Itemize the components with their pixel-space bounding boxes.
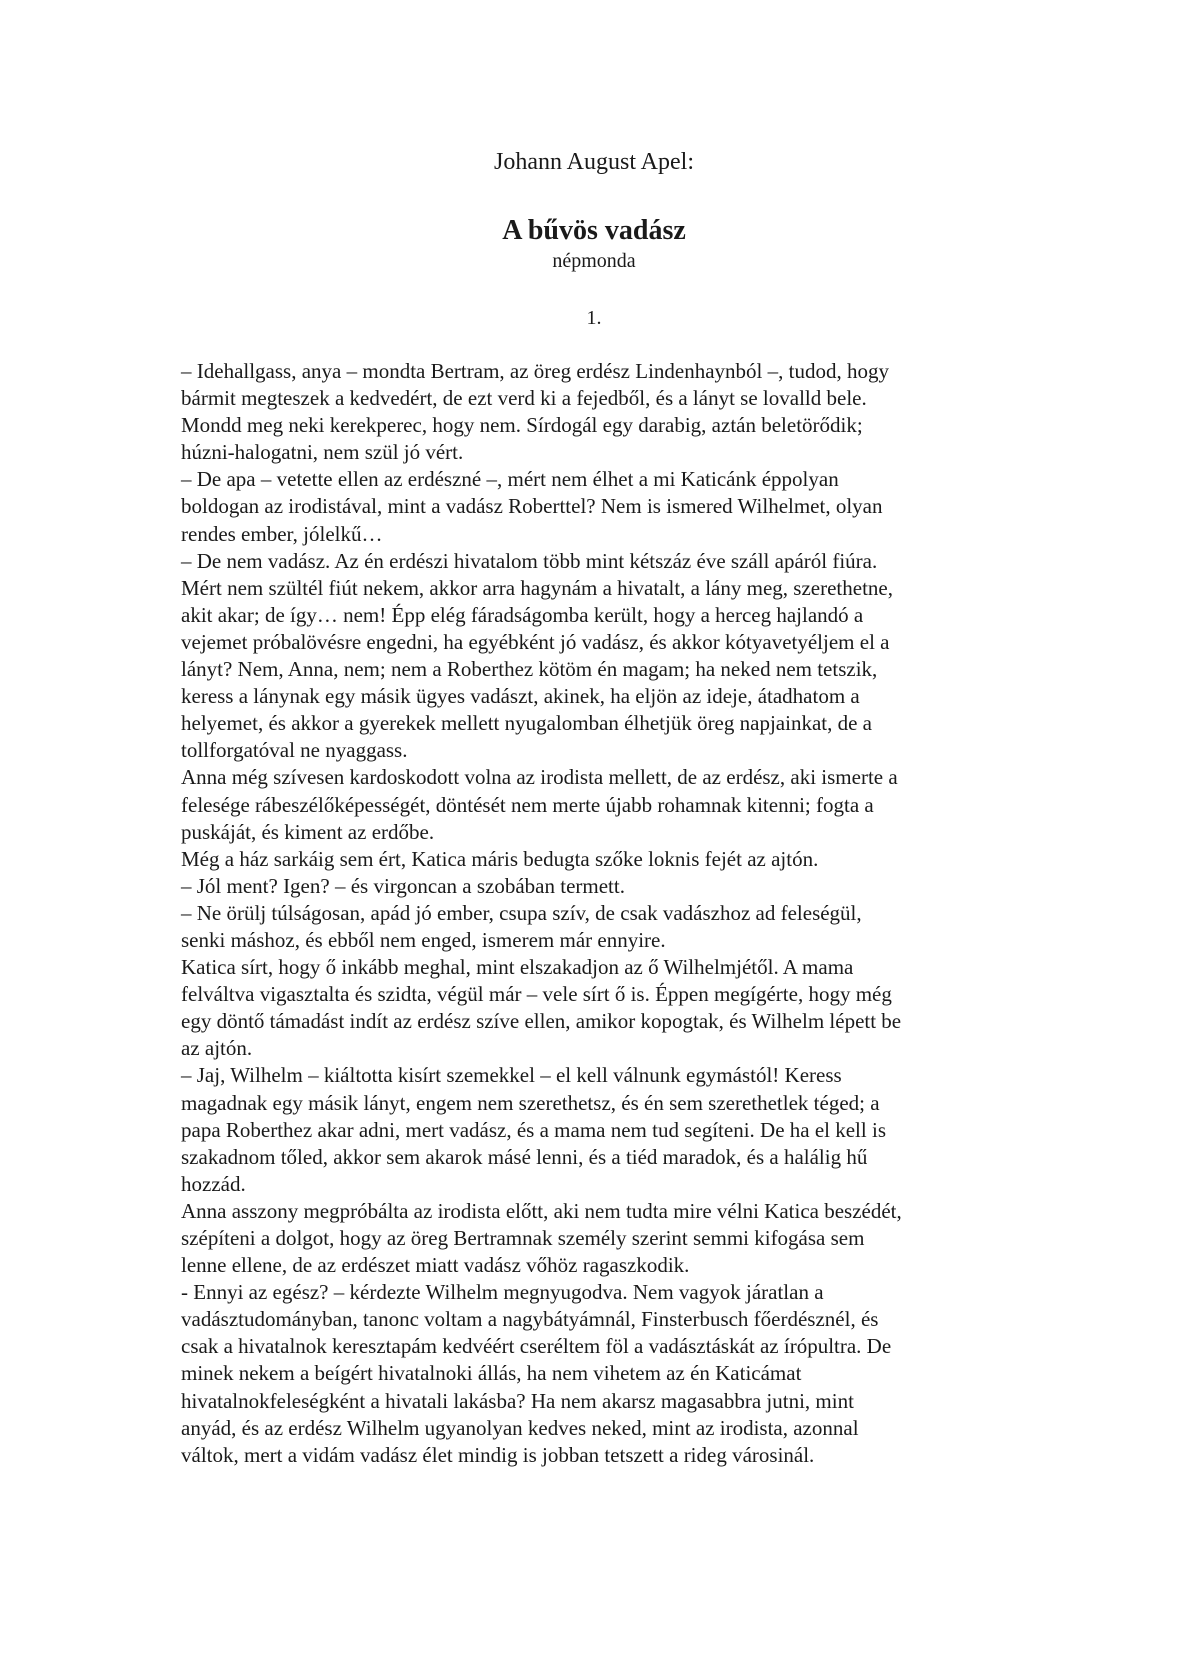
text-line: egy döntő támadást indít az erdész szíve ellen, amikor kopogtak, és Wilhelm lépett be bbox=[181, 1009, 902, 1034]
text-line: rendes ember, jólelkű… bbox=[181, 521, 383, 546]
text-line: csak a hivatalnok keresztapám kedvéért cseréltem föl a vadásztáskát az írópultra. De bbox=[181, 1334, 892, 1359]
document-subtitle: népmonda bbox=[552, 250, 636, 272]
text-line: magadnak egy másik lányt, engem nem szerethetsz, és én sem szerethetlek téged; a bbox=[181, 1090, 880, 1115]
text-line: Mért nem szültél fiút nekem, akkor arra hagynám a hivatalt, a lány meg, szerethetne, bbox=[181, 575, 893, 600]
text-line: vadásztudományban, tanonc voltam a nagybátyámnál, Finsterbusch főerdésznél, és bbox=[181, 1307, 879, 1332]
text-line: Anna asszony megpróbálta az irodista előtt, aki nem tudta mire vélni Katica beszédét, bbox=[181, 1198, 902, 1223]
author-line: Johann August Apel: bbox=[493, 149, 694, 175]
text-line: felváltva vigasztalta és szidta, végül már – vele sírt ő is. Éppen megígérte, hogy még bbox=[181, 982, 892, 1007]
text-line: – Jól ment? Igen? – és virgoncan a szobában termett. bbox=[181, 873, 625, 898]
text-line: Anna még szívesen kardoskodott volna az irodista mellett, de az erdész, aki ismerte a bbox=[181, 765, 898, 790]
text-line: felesége rábeszélőképességét, döntését nem merte újabb rohamnak kitenni; fogta a bbox=[181, 792, 874, 817]
text-line: helyemet, és akkor a gyerekek mellett nyugalomban élhetjük öreg napjainkat, de a bbox=[181, 711, 872, 736]
text-line: senki máshoz, és ebből nem enged, ismerem már ennyire. bbox=[181, 927, 666, 952]
text-line: Katica sírt, hogy ő inkább meghal, mint elszakadjon az ő Wilhelmjétől. A mama bbox=[181, 955, 854, 980]
text-line: – Ne örülj túlságosan, apád jó ember, csupa szív, de csak vadászhoz ad feleségül, bbox=[181, 900, 862, 925]
text-line: minek nekem a beígért hivatalnoki állás, ha nem vihetem az én Katicámat bbox=[181, 1361, 802, 1386]
text-line: boldogan az irodistával, mint a vadász Roberttel? Nem is ismered Wilhelmet, olyan bbox=[181, 494, 883, 519]
text-line: akit akar; de így… nem! Épp elég fáradságomba került, hogy a herceg hajlandó a bbox=[181, 602, 864, 627]
text-line: anyád, és az erdész Wilhelm ugyanolyan kedves neked, mint az irodista, azonnal bbox=[181, 1415, 859, 1440]
text-line: lenne ellene, de az erdészet miatt vadász vőhöz ragaszkodik. bbox=[181, 1253, 690, 1278]
text-line: Még a ház sarkáig sem ért, Katica máris bedugta szőke loknis fejét az ajtón. bbox=[181, 846, 819, 871]
text-line: – De nem vadász. Az én erdészi hivatalom több mint kétszáz éve száll apáról fiúra. bbox=[181, 548, 878, 573]
text-line: – De apa – vetette ellen az erdészné –, mért nem élhet a mi Katicánk éppolyan bbox=[181, 467, 839, 492]
text-line: hozzád. bbox=[181, 1171, 246, 1196]
body-text bbox=[181, 358, 1031, 1469]
text-line: papa Roberthez akar adni, mert vadász, és a mama nem tud segíteni. De ha el kell is bbox=[181, 1117, 886, 1142]
text-line: keress a lánynak egy másik ügyes vadászt, akinek, ha eljön az ideje, átadhatom a bbox=[181, 684, 860, 709]
text-line: szépíteni a dolgot, hogy az öreg Bertramnak személy szerint semmi kifogása sem bbox=[181, 1226, 865, 1250]
text-line: – Jaj, Wilhelm – kiáltotta kisírt szemekkel – el kell válnunk egymástól! Keress bbox=[181, 1063, 842, 1088]
text-line: - Ennyi az egész? – kérdezte Wilhelm megnyugodva. Nem vagyok járatlan a bbox=[181, 1280, 824, 1305]
text-line: hivatalnokfeleségként a hivatali lakásba? Ha nem akarsz magasabbra jutni, mint bbox=[181, 1388, 854, 1413]
text-line: – Idehallgass, anya – mondta Bertram, az öreg erdész Lindenhaynból –, tudod, hogy bbox=[181, 359, 889, 383]
text-line: szakadnom tőled, akkor sem akarok másé lenni, és a tiéd maradok, és a halálig hű bbox=[181, 1144, 868, 1169]
text-line: váltok, mert a vidám vadász élet mindig is jobban tetszett a rideg városinál. bbox=[181, 1442, 815, 1467]
text-line: lányt? Nem, Anna, nem; nem a Roberthez kötöm én magam; ha neked nem tetszik, bbox=[181, 657, 878, 682]
document-title: A bűvös vadász bbox=[502, 215, 686, 246]
text-line: Mondd meg neki kerekperec, hogy nem. Sírdogál egy darabig, aztán beletörődik; bbox=[181, 413, 863, 438]
text-line: húzni-halogatni, nem szül jó vért. bbox=[181, 440, 464, 465]
text-line: bármit megteszek a kedvedért, de ezt verd ki a fejedből, és a lányt se lovalld bele. bbox=[181, 386, 867, 411]
text-line: az ajtón. bbox=[181, 1036, 253, 1061]
chapter-number: 1. bbox=[586, 307, 602, 329]
text-line: puskáját, és kiment az erdőbe. bbox=[181, 819, 435, 844]
text-line: vejemet próbalövésre engedni, ha egyébként jó vadász, és akkor kótyavetyéljem el a bbox=[181, 629, 890, 654]
text-line: tollforgatóval ne nyaggass. bbox=[181, 738, 408, 763]
